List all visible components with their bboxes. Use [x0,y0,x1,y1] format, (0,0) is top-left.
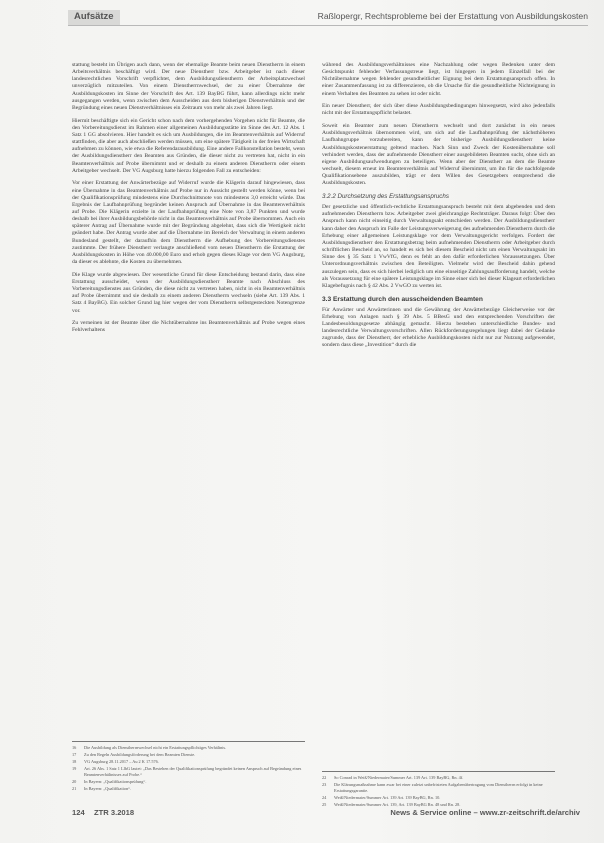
paragraph: stattung besteht im Übrigen auch dann, wenn der ehemalige Beamte beim neuen Dienstherrn in einem Arbeitsverhältnis beschäftigt wird. Der neue Dienstherr bzw. Arbeitgeber ist nach dieser landesrechtlichen Vorschrift verpflichtet, dem Ausbildungsdienstherrn der Arbeitsplatzwechsel unverzüglich mitzuteilen. Von einem Dienstherrnwechsel, der zu einer Übernahme der Ausbildungskosten im Sinne der Vorschrift des Art. 139 BayBG führt, kann allerdings nicht mehr ausgegangen werden, wenn zwischen dem Ausscheiden aus dem bisherigen Dienstverhältnis und der Begründung eines neuen Dienstverhältnisses ein Zeitraum von mehr als zwei Jahren liegt. [72,62,305,111]
paragraph: Die Klage wurde abgewiesen. Der wesentliche Grund für diese Entscheidung bestand darin, dass eine Erstattung ausscheidet, wenn der Ausbildungsdienstherr Beamte nach Abschluss des Vorbereitungsdienstes aus Gründen, die diese nicht zu vertreten haben, nicht in ein Beamtenverhältnis auf Probe übernimmt und sie deshalb zu einem anderen Dienstherrn wechseln (siehe Art. 139 Abs. 1 Satz 4 BayBG). Ein solcher Grund lag hier wegen der vom Dienstherrn selbstgesteckten Notengrenze vor. [72,271,305,314]
footnote-text: Die Klärungsmaßnahme kann zwar bei einer zuletzt unbefristeten Aufgabenübertragung vom Dienstherrn erfolgt in keine Erstattungsgarantie. [334,782,543,793]
footnote [72,752,305,758]
footnote-text: Weiß/Niedermaier/Summer Art. 139, Art. 139 BayBG Rn. 48 und Rn. 28. [334,801,461,807]
footnote [322,795,555,801]
footnote [72,779,305,785]
subsection-heading: 3.2.2 Durchsetzung des Erstattungsanspruchs [322,193,449,200]
footnote-text: Art. 26 Abs. 1 Satz 1 LlbG lautet: „Das Bestehen der Qualifikationsprüfung begründet keinen Anspruch auf Begründung eines Beamtenverhältnisses auf Probe.“ [84,766,302,777]
paragraph: Für Anwärter und Anwärterinnen und die Gewährung der Anwärterbezüge Gleicherweise vor der Erhebung von Anlagen nach § 39 Abs. 5 BBesG und den entsprechenden Vorschriften der Landesbesoldungsgesetze abhängig gemacht. Hierzu bestehen unterschiedliche Bundes- und landesrechtliche Verwaltungsvorschriften. Allen Rückforderungsregelungen liegt dabei der Gedanke zugrunde, dass der Dienstherr, der erhebliche Ausbildungskosten nicht nur zur Nutzung aufgewendet, sondern dass diese „Investition“ durch die [322,306,555,349]
footnote-text: In Bayern: „Qualifikationsprüfung“. [84,778,147,784]
footnote-number: 18 [72,759,77,765]
footnote [72,766,305,777]
paragraph: während des Ausbildungsverhältnisses eine Nachzahlung oder wegen Bedenken unter dem Gesichtspunkt fehlender Verfassungstreue liegt, ist hingegen in jedem Einzelfall bei der Nichtübernahme wegen fehlender gesundheitlicher Eignung bei dem Erstattungsanspruch offen. In einer Zusammenfassung ist zu differenzieren, ob die Ursache für die gesundheitliche Nichteignung in einem Verhalten des Beamten zu sehen ist oder nicht. [322,62,555,97]
footnote-text: Die Ausbildung als Dienstherrnwechsel nicht ein Erstattungspflichtiges Verhältnis. [84,745,227,750]
footnote-number: 21 [72,786,77,792]
paragraph: Der gesetzliche und öffentlich-rechtliche Erstattungsanspruch besteht mit dem abgebenden und dem aufnehmenden Dienstherrn bzw. Arbeitgeber zwei gleichrangige Rechtsträger. Daraus folgt: Über den Anspruch kann nicht einseitig durch Verwaltungsakt entschieden werden. Der Ausbildungsdienstherr kann daher den Anspruch im Falle der Leistungsverweigerung des aufnehmenden Dienstherrn durch die Erhebung einer allgemeinen Leistungsklage vor dem Verwaltungsgericht verfolgen. Fordert der Ausbildungsdienstherr den Erstattungsbetrag beim aufnehmenden Dienstherrn oder Arbeitgeber durch schriftlichen Bescheid an, so handelt es sich bei diesem Bescheid nicht um einen Verwaltungsakt im Sinne des § 35 Satz 1 VwVfG, denn es fehlt an den dafür erforderlichen Voraussetzungen. Über Unterordnungsverhältnis zwischen den Beteiligten. Vielmehr wird der Bescheid dahin gehend auszulegen sein, dass es sich hierbei lediglich um eine einseitige Zahlungsaufforderung handelt, welche als Voraussetzung für eine spätere Leistungsklage im Sinne einer sich bei dieser Klageart erforderlichen Klagebefugnis nach § 42 Abs. 2 VwGO zu werten ist. [322,204,555,289]
running-title: Raßlopergr, Rechtsprobleme bei der Erstattung von Ausbildungskosten [317,11,588,21]
footnote-number: 25 [322,801,327,807]
paragraph: Zu verneinen ist der Beamte über die Nichtübernahme ins Beamtenverhältnis auf Probe wegen eines Fehlverhaltens [72,320,305,334]
footnote-number: 17 [72,752,77,758]
footnote [72,759,305,765]
journal-issue: ZTR 3.2018 [94,808,135,817]
paragraph: Soweit ein Beamter zum neuen Dienstherrn wechselt und dort zunächst in ein neues Ausbildungsverhältnis übernommen wird, um sich auf die Laufbahnprüfung der nächsthöheren Laufbahngruppe vorzubereiten, kann der bisherige Ausbildungsdienstherr keine Ausbildungskostenerstattung geltend machen. Nach Sinn und Zweck der Kostenübernahme soll verhindert werden, dass der aufnehmende Dienstherr einer ausgebildeten Beamten sucht, ohne sich an eigene Ausbildungsaufwendungen zu beteiligen. Wenn aber der Dienstherr an dem die Beamte wechselt, diesem erneut im Beamtenverhältnis auf Widerruf übernimmt, um ihn für die nachfolgende Qualifikationsebene auszubilden, trägt er dem Willen des Gesetzgebers entsprechend die Ausbildungskosten. [322,123,555,187]
footnote [322,782,555,793]
footnote-text: Zu den Regeln Ausbildungsförderung bei dem Beamten Dienste. [84,752,196,758]
paragraph: Ein neuer Dienstherr, der sich über diese Ausbildungsbedingungen hinwegsetzt, wird also jedenfalls nicht mit der Erstattungspflicht belastet. [322,103,555,117]
footnote [322,802,555,808]
service-link: News & Service online – www.zr-zeitschrift.de/archiv [390,808,580,817]
left-footnotes [72,741,305,793]
footnote-number: 24 [322,794,327,800]
paragraph: Hiermit beschäftigte sich ein Gericht schon nach dem vorhergehenden Vorgehen nicht für Beamte, die den Vorbereitungsdienst im Rahmen einer allgemeinen Ausbildungsstätte im Sinne des Art. 12 Abs. 1 Satz 1 GG absolvieren. Hier handelt es sich um Ausbildungen, die im Beamtenverhältnis auf Widerruf stattfinden, die aber auch abschließen werden müssen, um eine spätere Tätigkeit in der freien Wirtschaft aufnehmen zu können, wie etwa die Referendarausbildung. Eine andere Fallkonstellation besteht, wenn der Ausbildungsdienstherr den Beamten aus Gründen, die dieser nicht zu vertreten hat, nicht in ein Beamtenverhältnis auf Probe übernimmt und er deshalb zu einem anderen Dienstherrn oder einem Arbeitgeber wechselt. Der VG Augsburg hatte hierzu folgenden Fall zu entscheiden: [72,117,305,174]
left-column [72,62,305,340]
page-header [68,10,588,26]
page-number: 124 [72,808,85,817]
paragraph: Vor einer Erstattung der Anwärterbezüge auf Widerruf wurde die Klägerin darauf hingewiesen, dass eine Übernahme in das Beamtenverhältnis auf Probe nur in Aussicht gestellt werden könne, wenn bei der Qualifikationsprüfung mindestens eine Durchschnittsnote von mindestens 3,0 erreicht würde. Das Ergebnis der Laufbahnprüfung begründet keinen Anspruch auf Übernahme in das Beamtenverhältnis auf Probe. Die Klägerin erzielte in der Laufbahnprüfung eine Note von 3,87 Punkten und wurde deshalb bei ihrer Ausbildungsbehörde nicht in das Beamtenverhältnis auf Probe übernommen. Auch ein späterer Antrag auf Übernahme wurde mit der Begründung abgelehnt, dass sich die Wertigkeit nicht geändert habe. Der Antrag wurde aber auf die Übernahme im Bereich der Verwaltung in einem anderen Bundesland gestellt, der daraufhin dem Dienstherrn die Aufhebung des Vorbereitungsdienstes zustimmte. Der frühere Dienstherr verlangte anschließend vom neuen Dienstherrn die Erstattung der Ausbildungskosten in Höhe von 40.000,00 Euro und erhob gegen dieses Klage vor dem VG Augsburg, da dieser es ablehnte, die Kosten zu übernehmen. [72,180,305,266]
right-footnotes [322,771,555,809]
footnote [322,775,555,781]
footnote-text: In Bayern: „Qualifikation“. [84,786,132,792]
footnote-number: 16 [72,745,77,750]
footnote [72,745,305,751]
footnote-number: 19 [72,766,77,772]
footnote-number: 22 [322,775,327,780]
section-tag: Aufsätze [68,10,120,25]
footnote-number: 23 [322,782,327,788]
footnote-text: Weiß/Niedermaier/Summer Art. 139 Art. 139 BayBG, Rn. 10. [334,794,441,800]
section-heading: 3.3 Erstattung durch den ausscheidenden Beamten [322,295,483,303]
footnote-number: 20 [72,778,77,784]
footnote [72,786,305,792]
right-column [322,62,555,355]
footnote-text: So Conrad in Weiß/Niedermaier/Summer Art. 139 Art. 139 BayBG, Rn. 4f. [334,775,464,780]
footnote-text: VG Augsburg 28.11.2017 – Au 2 K 17.576. [84,759,159,765]
